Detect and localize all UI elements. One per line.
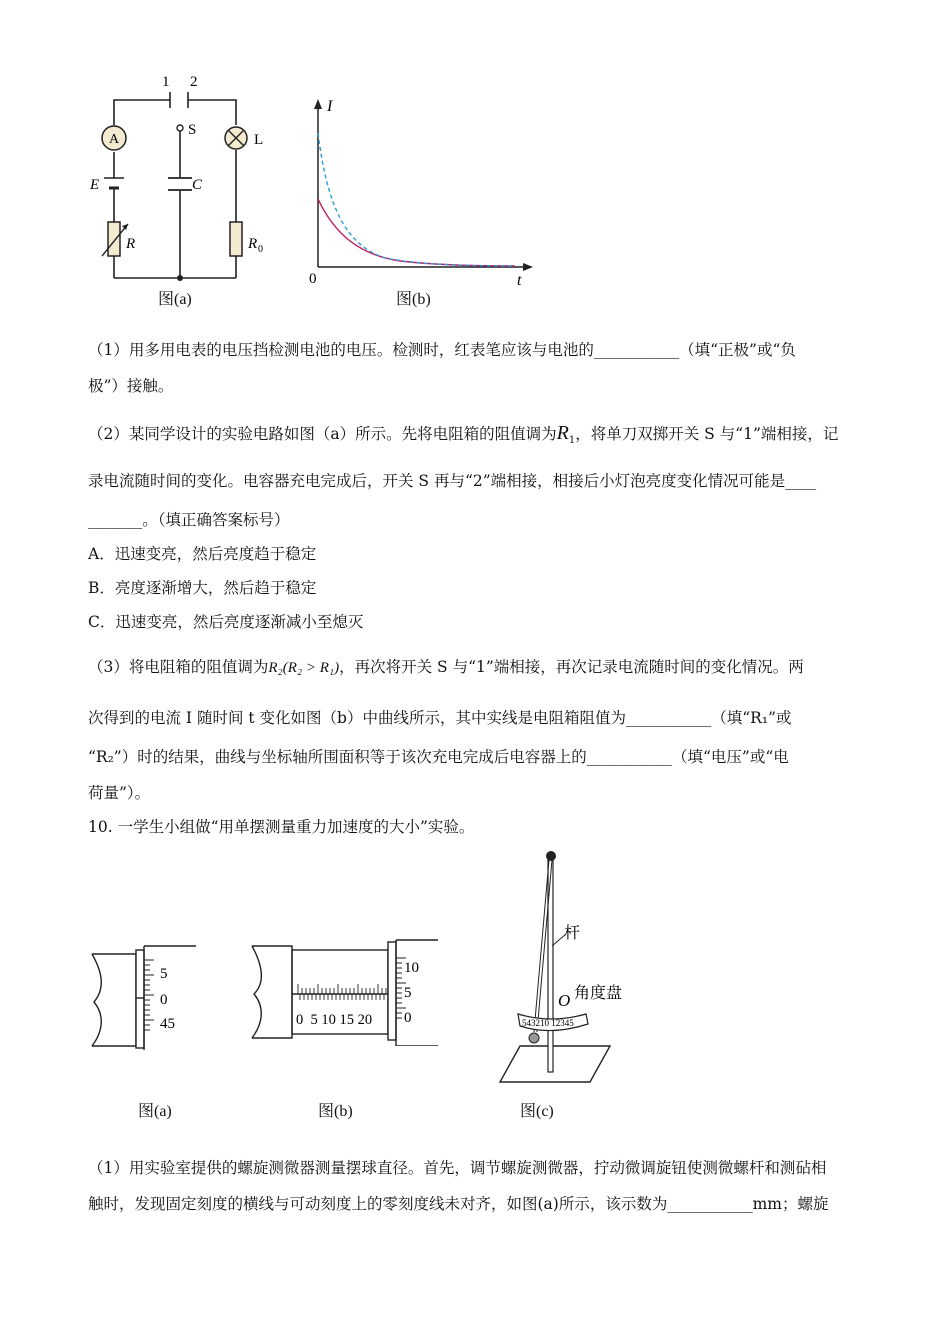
current-time-graph bbox=[305, 95, 540, 287]
q9-option-b: B．亮度逐渐增大，然后趋于稳定 bbox=[88, 579, 317, 597]
dial-scale: 543210 12345 bbox=[522, 1018, 574, 1028]
q9-p1-line1: （1）用多用电表的电压挡检测电池的电压。检测时，红表笔应该与电池的___________（填“正极”或“负 bbox=[88, 341, 796, 359]
q9-p3-line4: 荷量”）。 bbox=[88, 784, 151, 802]
q9-p3-line2: 次得到的电流 I 随时间 t 变化如图（b）中曲线所示，其中实线是电阻箱阻值为___________（填“R₁”或 bbox=[88, 709, 792, 727]
label-dial: 角度盘 bbox=[574, 985, 623, 1002]
q9-p2-line1 bbox=[88, 422, 868, 452]
q9-p3-formula: R₂(R₂ > R₁) bbox=[268, 660, 340, 676]
fig-b-main-scale: 0 5 10 15 20 bbox=[296, 1012, 373, 1028]
resistor-icon bbox=[230, 222, 242, 256]
axis-label-t: t bbox=[517, 272, 522, 287]
fig-b-tick-5: 5 bbox=[404, 985, 412, 1001]
q9-option-a: A．迅速变亮，然后亮度趋于稳定 bbox=[88, 545, 317, 563]
pendulum-apparatus bbox=[490, 846, 640, 1090]
q9-p1-line2: 极”）接触。 bbox=[88, 377, 174, 395]
label-C: C bbox=[192, 177, 203, 193]
label-R0: R bbox=[248, 236, 258, 252]
caption-fig-b: 图(b) bbox=[396, 291, 431, 308]
rheostat-icon bbox=[108, 222, 120, 256]
dashed-curve bbox=[318, 133, 515, 266]
caption-fig10-c: 图(c) bbox=[520, 1103, 554, 1120]
q9-option-c: C．迅速变亮，然后亮度逐渐减小至熄灭 bbox=[88, 613, 364, 631]
axis-label-I: I bbox=[327, 98, 333, 115]
q9-p2-line1b: ，将单刀双掷开关 S 与“1”端相接，记 bbox=[575, 425, 839, 443]
micrometer-b bbox=[248, 936, 443, 1046]
label-2: 2 bbox=[190, 74, 198, 90]
fig-a-tick-45: 45 bbox=[160, 1016, 175, 1032]
q9-p3-line1b: ，再次将开关 S 与“1”端相接，再次记录电流随时间的变化情况。两 bbox=[339, 658, 804, 676]
label-1: 1 bbox=[162, 74, 170, 90]
axis-origin: 0 bbox=[309, 271, 317, 287]
label-L: L bbox=[254, 132, 264, 148]
micrometer-a bbox=[88, 940, 208, 1050]
circuit-diagram bbox=[88, 70, 288, 285]
caption-fig10-a: 图(a) bbox=[138, 1103, 172, 1120]
q9-p2-line1a: （2）某同学设计的实验电路如图（a）所示。先将电阻箱的阻值调为 bbox=[88, 425, 557, 443]
fig-a-tick-5: 5 bbox=[160, 966, 168, 982]
q10-p1-line1: （1）用实验室提供的螺旋测微器测量摆球直径。首先，调节螺旋测微器，拧动微调旋钮使测微螺杆和测砧相 bbox=[88, 1159, 827, 1177]
q9-p3-line3: “R₂”）时的结果，曲线与坐标轴所围面积等于该次充电完成后电容器上的___________（填“电压”或“电 bbox=[88, 748, 789, 766]
q10-p1-line2: 触时，发现固定刻度的横线与可动刻度上的零刻度线未对齐，如图(a)所示，该示数为___________mm；螺旋 bbox=[88, 1195, 829, 1213]
label-A: A bbox=[108, 132, 120, 147]
label-S: S bbox=[188, 122, 197, 138]
q9-p2-line2: 录电流随时间的变化。电容器充电完成后，开关 S 再与“2”端相接，相接后小灯泡亮度变化情况可能是____ bbox=[88, 472, 817, 490]
label-O: O bbox=[558, 991, 571, 1010]
q9-p2-R1: R bbox=[556, 422, 569, 444]
fig-b-tick-0: 0 bbox=[404, 1010, 412, 1026]
fig-b-tick-10: 10 bbox=[404, 960, 419, 976]
fig-a-tick-0: 0 bbox=[160, 992, 168, 1008]
label-rod: 杆 bbox=[564, 925, 581, 942]
solid-curve bbox=[318, 199, 515, 266]
q9-p2-R1-sub: 1 bbox=[568, 435, 576, 447]
pendulum-bob bbox=[529, 1033, 539, 1043]
q10-title: 10. 一学生小组做“用单摆测量重力加速度的大小”实验。 bbox=[88, 818, 475, 836]
q9-p2-line3: _______。（填正确答案标号） bbox=[88, 511, 290, 529]
label-R: R bbox=[126, 236, 136, 252]
q9-p3-line1a: （3）将电阻箱的阻值调为 bbox=[88, 658, 269, 676]
label-E: E bbox=[90, 177, 100, 193]
q9-p3-line1 bbox=[88, 656, 868, 679]
label-R0-sub: 0 bbox=[258, 244, 263, 255]
caption-fig-a: 图(a) bbox=[158, 291, 192, 308]
caption-fig10-b: 图(b) bbox=[318, 1103, 353, 1120]
